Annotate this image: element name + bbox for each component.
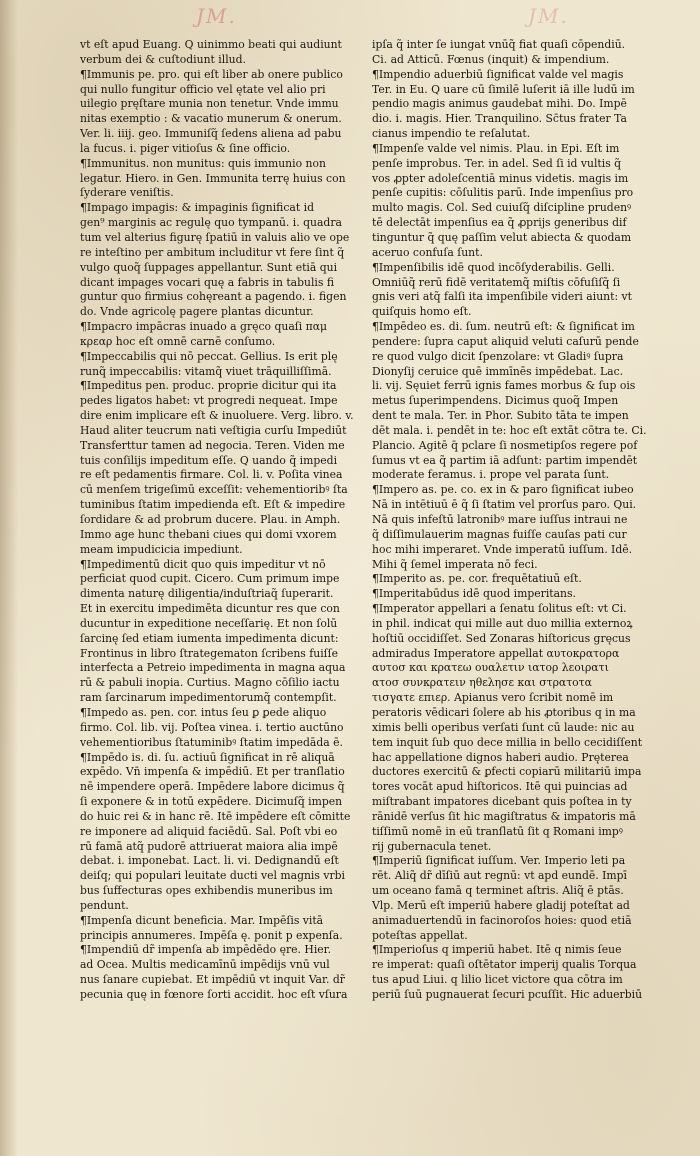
text-line: Nā in intētiuū ē q̃ ſi ſtatim vel prorſus paro. Qui. — [372, 498, 637, 512]
text-line: ¶Impenſa dicunt̃ beneficia. Mar. Impēſis vitā — [80, 913, 324, 927]
text-line: moderate feramus. i. prope vel parata ſunt. — [372, 468, 610, 482]
text-line: um oceano famā q terminet aſtris. Aliq̃ ē ptās. — [372, 884, 624, 898]
text-line: ¶Impendiū dr̃ impenſa ab impēdēdo ęre. Hier. — [80, 943, 332, 957]
text-line: gen⁹ marginis ac regulę quo tympanū. i. quadra — [80, 216, 342, 230]
text-line: tiſſimū nomē in eū tranſlatū ſit q Romani impꝰ — [372, 824, 623, 838]
text-line: Mihi q̃ ſemel imperata nō feci. — [372, 557, 538, 571]
text-line: principis annumeres. Impēſa ę. ponit̃ p expenſa. — [80, 928, 343, 942]
text-line: Nā quis infeſtū latronibꝰ mare iuſſus intraui ne — [372, 513, 628, 526]
text-line: pendio magis animus gaudebat mihi. Do. Impē — [372, 97, 627, 111]
text-line: Transferttur tamen ad negocia. Teren. Viden me — [80, 438, 345, 452]
text-line: vehementioribus ſtatuminibꝰ ſtatim impedāda ē. — [80, 735, 343, 749]
text-line: Plancio. Agitē q̄ pclare ſi nosmetipſos regere pof — [372, 438, 638, 452]
text-line: rij gubernacula tenet. — [372, 839, 492, 853]
text-line: ¶Impeditus pen. produc. proprie dicitur qui ita — [80, 379, 337, 393]
text-line: pendunt. — [80, 898, 129, 912]
text-line: Immo age hunc thebani ciues qui domi vxorem — [80, 527, 337, 541]
text-line: debat. i. imponebat. Lact. li. vi. Dedignandū eſt — [80, 854, 339, 868]
text-line: ατοσ συνκρατειν ηθελησε και στρατοτα — [372, 676, 592, 690]
text-line: miſtrabant impatores dicebant̃ quis poſtea in ty — [372, 795, 632, 809]
text-line: ¶Impedo as. pen. cor. intus ſeu ꝑ ꝑede aliquo — [80, 705, 327, 719]
text-line: rū & pabuli inopia. Curtius. Magno cōſilio iactu — [80, 676, 340, 690]
text-line: ximis belli operibus verſati ſunt cū laude: nic au — [372, 720, 635, 734]
text-line: peratoris vēdicari ſolere ab his ꝓtoribus q in ma — [372, 705, 636, 719]
text-line: re inteſtino per ambitum includitur vt fere ſint q̃ — [80, 245, 345, 259]
header-annotation-right: JM. — [528, 4, 569, 28]
text-line: poteſtas appellat̃. — [372, 928, 468, 942]
text-line: pendere: ſupra caput aliquid veluti caſurū pende — [372, 334, 639, 348]
text-line: ¶Impendio aduerbiū ſignificat valde vel magis — [372, 67, 624, 81]
text-line: ¶Impeccabilis qui nō peccat. Gellius. Is erit plę — [80, 349, 338, 363]
text-line: gnis veri atq̃ falſi ita impenſibile videri aiunt: vt — [372, 290, 632, 304]
text-line: ipſa q̃ inter ſe iungat vnūq̃ fiat quaſi cōpendiū. — [372, 38, 626, 51]
text-line: hac appellatione dignos haberi audio. Pręterea — [372, 750, 629, 764]
text-line: Frontinus in libro ſtrategematon ſcribens fuiſſe — [80, 646, 339, 660]
text-line: re eſt pedamentis firmare. Col. li. v. Poſita vinea — [80, 468, 343, 482]
text-line: penſe cupitis: cōſulitis parū. Inde impenſius pro — [372, 186, 634, 200]
text-line: Ver. li. iiij. geo. Immuniſq̃ ſedens aliena ad pabu — [80, 127, 342, 141]
text-line: nus ſanare cupiebat. Et impēdiū vt inquit Var. dr̃ — [80, 973, 345, 987]
text-line: dent te mala. Ter. in Phor. Subito tāta te impen — [372, 409, 629, 423]
text-line: Omniūq̃ rerū fidē veritatemq̃ miſtis cōfuſiſq̃ ſi — [372, 275, 621, 289]
page-gutter-shadow — [0, 0, 18, 1156]
text-line: Vlp. Merū eſt imperiū habere gladij poteſtat ad — [372, 898, 630, 912]
text-line: multo magis. Col. Sed cuiuſq̃ diſcipline prudenꝰ — [372, 201, 632, 215]
text-line: ram ſarcinarum impedimentorumq̃ contempſit. — [80, 691, 337, 705]
text-line: ¶Impenſe valde vel nimis. Plau. in Epi. Eſt im — [372, 141, 620, 155]
right-text-column — [372, 38, 668, 1003]
text-line: uilegio pręſtare munia non tenetur. Vnde immu — [80, 97, 339, 111]
text-line: ¶Impero as. pe. co. ex in & paro ſignificat iubeo — [372, 483, 634, 497]
text-line: ¶Impacro impācras inuado a gręco quaſi παμ — [80, 320, 328, 334]
text-line: ¶Impedimentū dicit̃ quo quis impeditur vt nō — [80, 557, 326, 571]
text-line: in phil. indicat qui mille aut duo millia externoꝝ — [372, 616, 633, 630]
text-line: dēt mala. i. pendēt in te: hoc eſt extāt cōtra te. Ci. — [372, 423, 647, 437]
text-line: Haud aliter teucrum nati veſtigia curſu Impediūt — [80, 423, 347, 437]
text-line: nitas exemptio : & vacatio munerum & onerum. — [80, 112, 342, 126]
text-line: tus apud Liui. q lilio licet victore qua cōtra im — [372, 973, 623, 987]
text-line: tem inquit ſub quo dece millia in bello cecidiſſent — [372, 735, 643, 749]
text-line: ad Ocea. Multis medicamīnū impēdijs vnū vul — [80, 958, 330, 972]
text-line: periū ſuū pugnauerat ſecuri pcuſſit. Hic aduerbiū — [372, 988, 643, 1001]
text-line: tē delectāt impenſius ea q̃ ꝓprijs generibus dif — [372, 216, 627, 230]
text-line: ducuntur in expeditione neceſſarię. Et non ſolū — [80, 616, 338, 630]
text-line: rēt. Aliq̃ dr̃ dīſiū aut regnū: vt apd eundē. Impī — [372, 869, 627, 883]
text-line: animaduertendū in facinoroſos hoies: quod etiā — [372, 913, 632, 927]
text-line: Et in exercitu impedimēta dicuntur res que con — [80, 602, 340, 616]
left-text-column — [80, 38, 376, 1003]
text-line: ſarcinę ſed etiam iumenta impedimenta dicunt̃: — [80, 631, 339, 645]
text-line: dire enim implicare eſt & inuoluere. Verg. libro. v. — [80, 409, 354, 423]
text-line: τισγατε επιερ. Apianus vero ſcribit nomē im — [372, 691, 614, 705]
text-line: κρεαρ hoc eſt omnē carnē conſumo. — [80, 334, 276, 348]
text-line: ¶Imperioſus q imperiū habet. Itē q nimis ſeue — [372, 943, 622, 957]
text-line: ¶Imperitabūdus idē quod imperitans. — [372, 587, 576, 601]
text-line: penſe improbus. Ter. in adel. Sed ſi id vultis q̃ — [372, 156, 622, 170]
header-annotation-left: JM. — [196, 4, 237, 28]
text-line: hoſtiū occidiſſet. Sed Zonaras hiſtoricus gręcus — [372, 631, 631, 645]
text-line: meam impudicicia impediunt. — [80, 542, 243, 556]
text-line: ſyderare veniſtis. — [80, 186, 174, 200]
text-line: qui nullo fungitur officio vel ętate vel alio pri — [80, 82, 326, 96]
text-line: ductores exercitū & ꝑfecti copiarū militariū impa — [372, 765, 642, 779]
text-line: Ci. ad Atticū. Fœnus (inquit) & impendium. — [372, 52, 610, 66]
text-line: rānidē verſus ſit hic magiſtratus & impatoris mā — [372, 809, 636, 823]
text-line: firmo. Col. lib. vij. Poſtea vinea. i. tertio auctūno — [80, 720, 344, 734]
text-line: verbum dei & cuſtodiunt illud. — [80, 52, 246, 66]
text-line: la fucus. i. piger vitioſus & ſine officio. — [80, 141, 291, 155]
text-line: ſordidare & ad probrum ducere. Plau. in Amph. — [80, 513, 341, 526]
text-line: ¶Imperator appellari a ſenatu ſolitus eſt: vt Ci. — [372, 602, 627, 616]
text-line: Ter. in Eu. Q uare cū ſimilē luſerit iā ille ludū im — [372, 82, 635, 96]
text-line: tinguntur q̃ quę paſſim velut abiecta & quodam — [372, 230, 632, 244]
text-line: ¶Impenſibilis idē quod incōſyderabilis. Gelli. — [372, 260, 615, 274]
text-line: ¶Imperiū ſignificat iuſſum. Ver. Imperio leti pa — [372, 854, 626, 868]
text-line: vulgo quoq̃ ſuppages appellantur. Sunt etiā qui — [80, 260, 338, 274]
text-line: interfecta a Petreio impedimenta in magna aqua — [80, 661, 346, 675]
text-line: dimenta naturę diligentia/induſtriaq̃ ſuperarit. — [80, 587, 334, 601]
text-line: tum vel alterius figurę ſpatiū in valuis alio ve ope — [80, 230, 350, 244]
text-line: expēdo. Vn̄ impenſa & impēdiū. Et per tranſlatio — [80, 765, 345, 779]
text-line: ſumus vt ea q̃ partim iā adſunt: partim impendēt — [372, 453, 638, 467]
text-line: admiradus Imperatore appellat αυτοκρατορα — [372, 646, 620, 660]
text-line: tuis conſilijs impeditum eſſe. Q uando q̃ impedi — [80, 453, 338, 467]
text-line: re quod vulgo dicit̃ ſpenzolare: vt Gladiꝰ ſupra — [372, 349, 624, 363]
text-line: ¶Impēdo is. di. ſu. actiuū ſignificat in rē aliquā — [80, 750, 335, 764]
text-line: deiſq; qui populari leuitate ducti vel magnis vrbi — [80, 869, 345, 883]
text-line: q̃ diſſimulauerim magnas fuiſſe cauſas pati cur — [372, 527, 627, 541]
text-line: vt eſt apud Euang. Q uinimmo beati qui audiunt — [80, 38, 342, 51]
text-line: bus ſuffecturas opes exhibendis muneribus im — [80, 884, 333, 898]
text-line: ¶Impago impagis: & impaginis ſignificat id — [80, 201, 314, 215]
text-line: do. Vnde agricolę pagere plantas dicuntur. — [80, 305, 314, 319]
text-line: quiſquis homo eſt. — [372, 305, 472, 319]
text-line: ſi exponere & in totū expēdere. Dicimuſq̃ impen — [80, 795, 343, 809]
text-line: aceruo confuſa ſunt. — [372, 245, 483, 259]
text-line: pecunia quę in fœnore ſorti accidit. hoc eſt vſura — [80, 988, 348, 1001]
text-line: runq̃ impeccabilis: vitamq̃ viuet trāquilliſſimā. — [80, 364, 332, 378]
text-line: do huic rei & in hanc rē. Itē impēdere eſt cōmitte — [80, 809, 351, 823]
text-line: pedes ligatos habet: vt progredi nequeat. Impe — [80, 394, 338, 408]
text-line: dio. i. magis. Hier. Tranquilino. Sc̄tus frater Ta — [372, 112, 627, 126]
text-line: ¶Immunitus. non munitus: quis immunio non — [80, 156, 326, 170]
text-line: vos ꝓpter adoleſcentiā minus videtis. magis im — [372, 171, 629, 185]
text-line: Dionyſij ceruice quē immīnēs impēdebat. Lac. — [372, 364, 624, 378]
text-line: ¶Immunis pe. pro. qui eſt liber ab onere publico — [80, 67, 343, 81]
text-line: cianus impendio te reſalutat. — [372, 127, 531, 141]
text-line: ¶Imperito as. pe. cor. frequētatiuū eſt. — [372, 572, 582, 586]
text-line: αυτοσ και κρατεω ουαλετιν ιατορ λεοιρατι — [372, 661, 609, 675]
text-line: re imperat: quaſi oſtētator imperij qualis Torqua — [372, 958, 637, 972]
text-line: perficiat quod cupit. Cicero. Cum primum impe — [80, 572, 340, 586]
text-line: cū menſem trigeſimū exceſſit: vehementioribꝰ ſta — [80, 483, 348, 497]
text-line: tuminibus ſtatim impedienda eſt. Eſt & impedire — [80, 498, 346, 512]
text-line: ¶Impēdeo es. di. ſum. neutrū eſt: & ſignificat im — [372, 320, 635, 334]
text-line: dicant impages vocari quę a fabris in tabulis fi — [80, 275, 335, 289]
text-line: rū famā atq̃ pudorē attriuerat maiora alia impē — [80, 839, 338, 853]
text-line: tores vocāt apud hiſtoricos. Itē qui puincias ad — [372, 780, 628, 794]
text-line: metus ſuperimpendens. Dicimus quoq̃ Impen — [372, 394, 619, 408]
text-line: guntur quo firmius cohęreant a pagendo. i. figen — [80, 290, 347, 304]
text-line: nē impendere operā. Impēdere labore dicimus q̃ — [80, 780, 345, 794]
text-line: hoc mihi imperaret. Vnde imperatū iuſſum. Idē. — [372, 542, 633, 556]
text-line: legatur. Hiero. in Gen. Immunita terrę huius con — [80, 171, 346, 185]
text-line: li. vij. Sęuiet ferrū ignis fames morbus & ſup ois — [372, 379, 636, 393]
text-line: re imponere ad aliquid faciēdū. Sal. Poſt vbi eo — [80, 824, 338, 838]
